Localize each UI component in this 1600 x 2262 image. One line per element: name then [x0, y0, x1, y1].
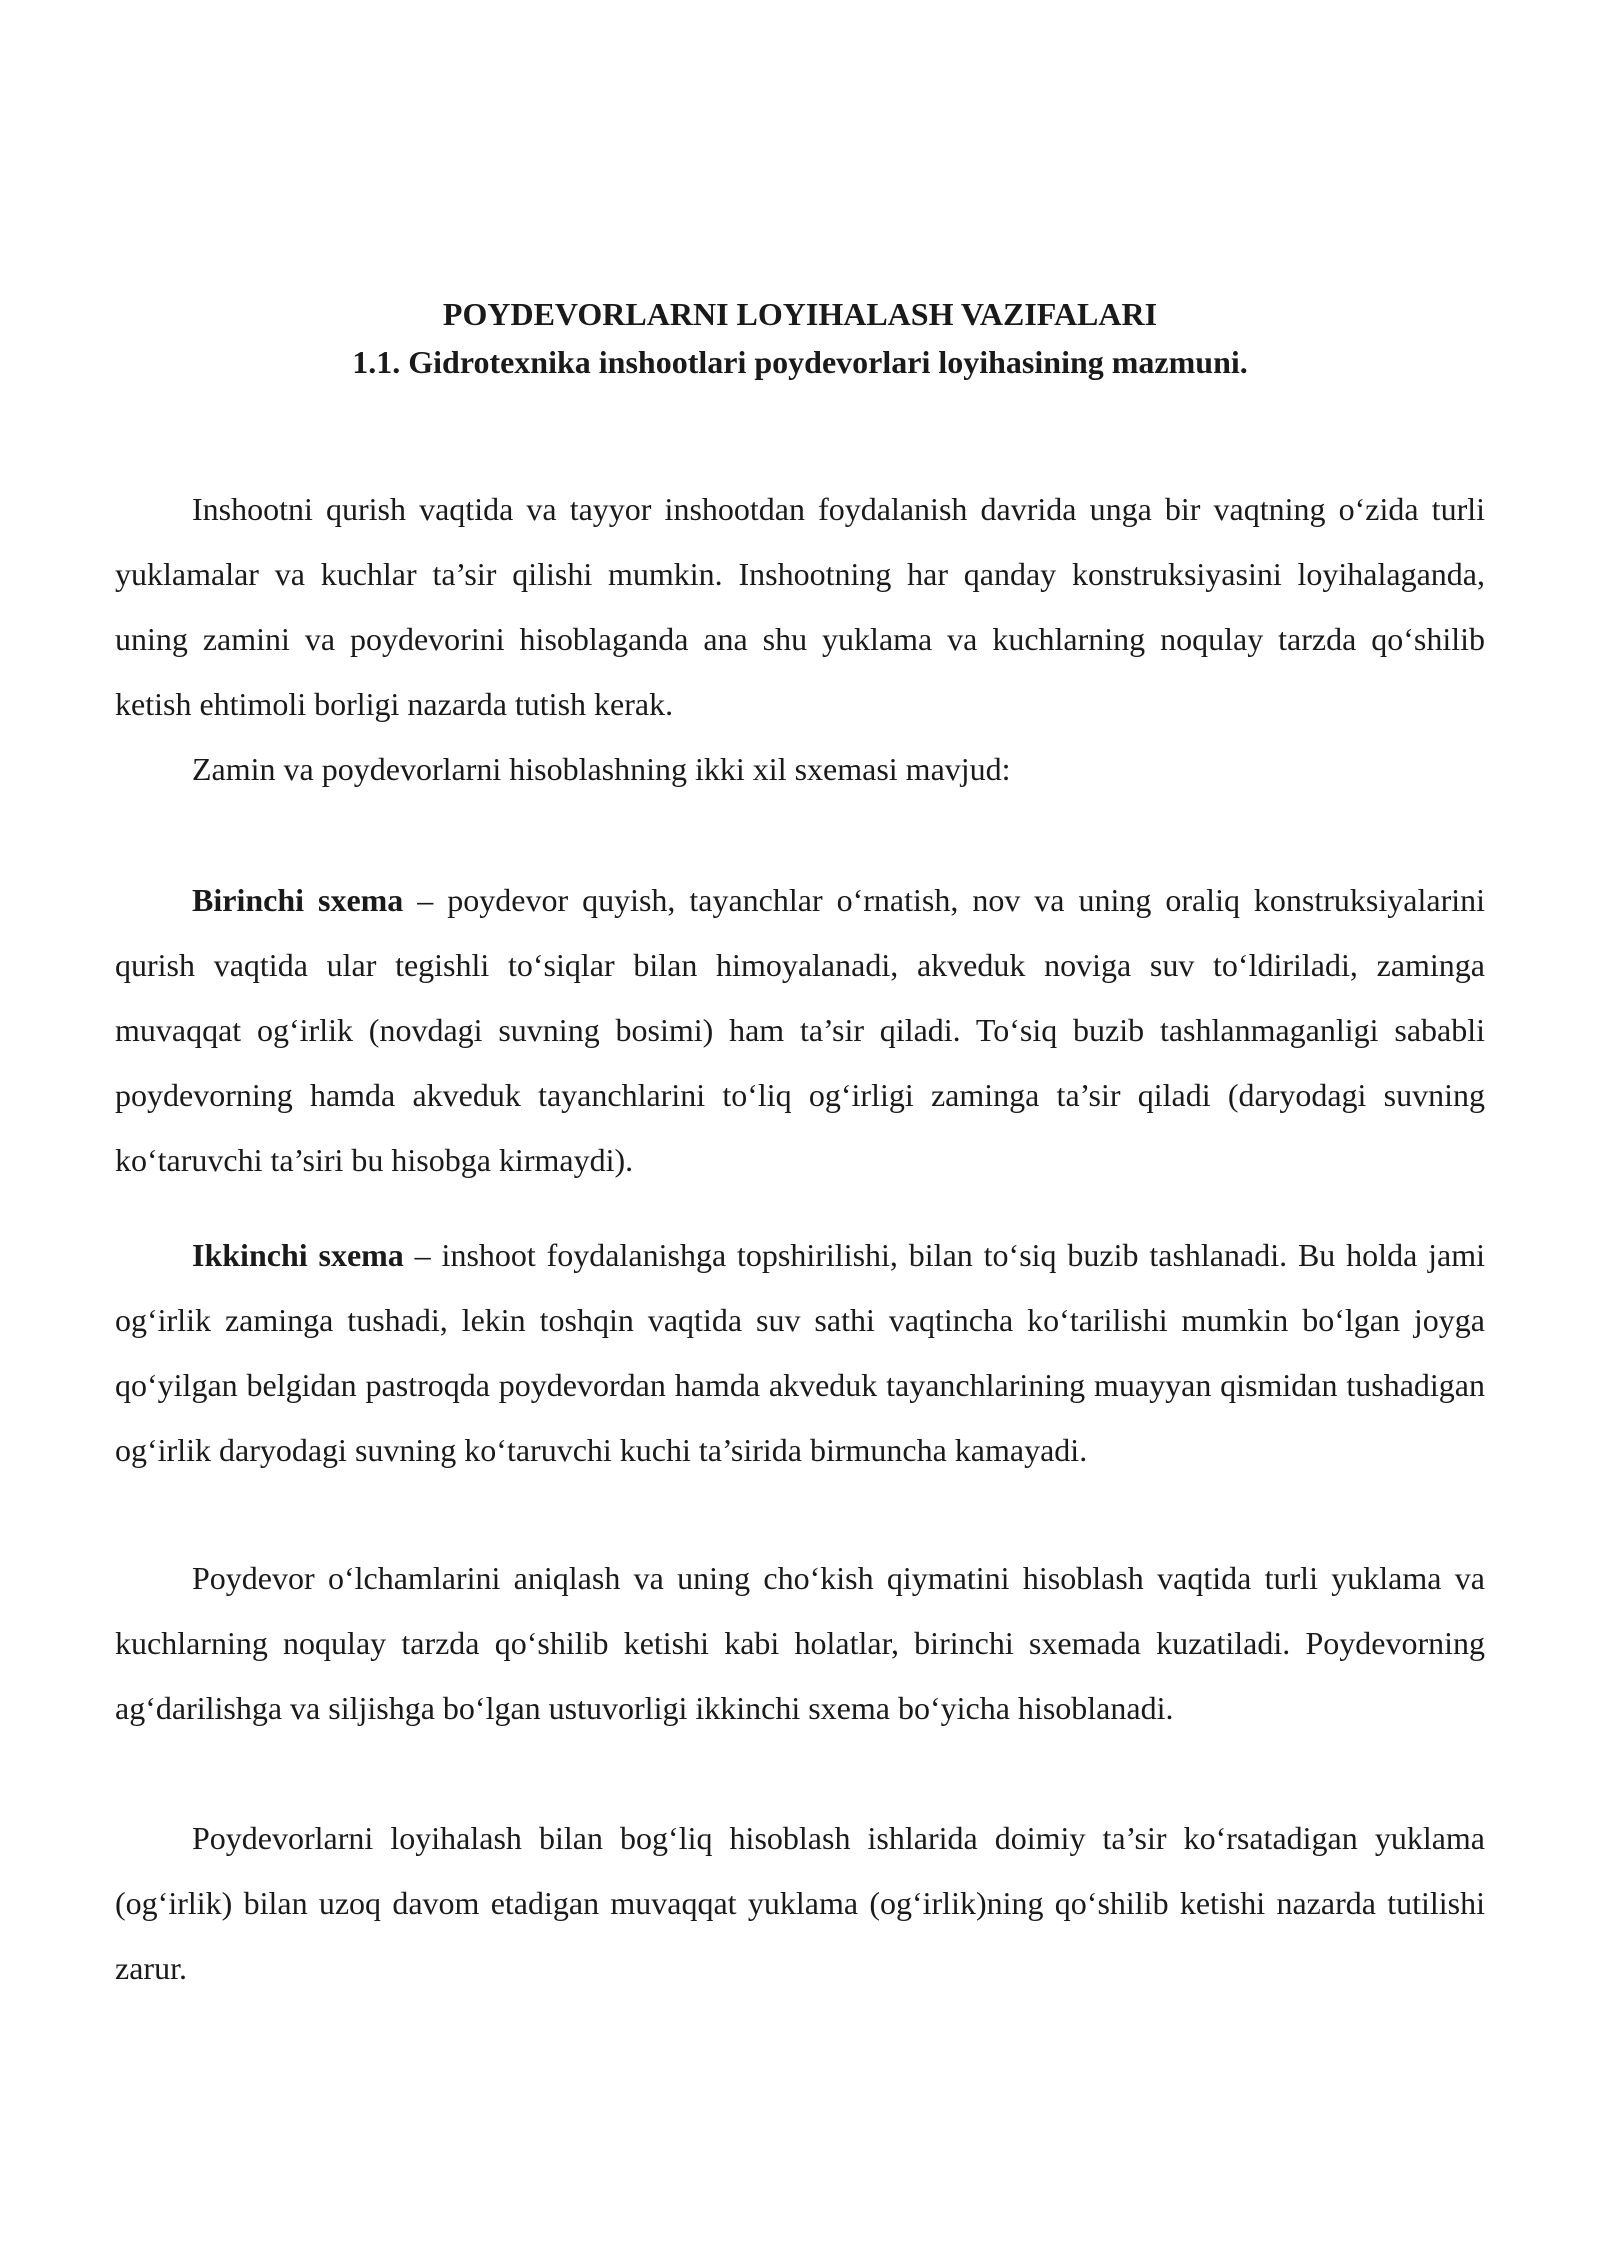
paragraph-dimensions — [115, 1546, 1485, 1741]
paragraph-text: – poydevor quyish, tayanchlar o‘rnatish, nov va uning oraliq konstruksiyalarini qurish vaqtida ular tegishli to‘siqlar bilan himoyalanadi, akveduk noviga suv to‘ldiriladi, zaminga muvaqqat og‘irlik (novdagi suvning bosimi) ham ta’sir qiladi. To‘siq buzib tashlanmaganligi sababli poydevorning hamda akveduk tayanchlarini to‘liq og‘irligi zaminga ta’sir qiladi (daryodagi suvning ko‘taruvchi ta’siri bu hisobga kirmaydi). — [115, 882, 1485, 1178]
paragraph-lead: Birinchi sxema — [192, 882, 404, 918]
paragraph-second-scheme — [115, 1223, 1485, 1483]
paragraph-intro — [115, 477, 1485, 737]
paragraph-text: Poydevor o‘lchamlarini aniqlash va uning cho‘kish qiymatini hisoblash vaqtida turli yuklama va kuchlarning noqulay tarzda qo‘shilib ketishi kabi holatlar, birinchi sxemada kuzatiladi. Poydevorning ag‘darilishga va siljishga bo‘lgan ustuvorligi ikkinchi sxema bo‘yicha hisoblanadi. — [115, 1560, 1485, 1726]
section-subtitle: 1.1. Gidrotexnika inshootlari poydevorlari loyihasining mazmuni. — [352, 344, 1248, 380]
paragraph-schemes — [115, 737, 1485, 802]
paragraph-text: Zamin va poydevorlarni hisoblashning ikki xil sxemasi mavjud: — [192, 751, 1011, 787]
paragraph-text: Poydevorlarni loyihalash bilan bog‘liq hisoblash ishlarida doimiy ta’sir ko‘rsatadigan yuklama (og‘irlik) bilan uzoq davom etadigan muvaqqat yuklama (og‘irlik)ning qo‘shilib ketishi nazarda tutilishi zarur. — [115, 1820, 1485, 1986]
paragraph-loads — [115, 1806, 1485, 2001]
heading-block — [115, 290, 1485, 386]
paragraph-text: – inshoot foydalanishga topshirilishi, bilan to‘siq buzib tashlanadi. Bu holda jami og‘irlik zaminga tushadi, lekin toshqin vaqtida suv sathi vaqtincha ko‘tarilishi mumkin bo‘lgan joyga qo‘yilgan belgidan pastroqda poydevordan hamda akveduk tayanchlarining muayyan qismidan tushadigan og‘irlik daryodagi suvning ko‘taruvchi kuchi ta’sirida birmuncha kamayadi. — [115, 1237, 1486, 1468]
document-title: POYDEVORLARNI LOYIHALASH VAZIFALARI — [442, 296, 1158, 332]
paragraph-text: Inshootni qurish vaqtida va tayyor inshootdan foydalanish davrida unga bir vaqtning o‘zida turli yuklamalar va kuchlar ta’sir qilishi mumkin. Inshootning har qanday konstruksiyasini loyihalaganda, uning zamini va poydevorini hisoblaganda ana shu yuklama va kuchlarning noqulay tarzda qo‘shilib ketish ehtimoli borligi nazarda tutish kerak. — [115, 491, 1485, 722]
paragraph-first-scheme — [115, 868, 1485, 1193]
paragraph-lead: Ikkinchi sxema — [192, 1237, 404, 1273]
